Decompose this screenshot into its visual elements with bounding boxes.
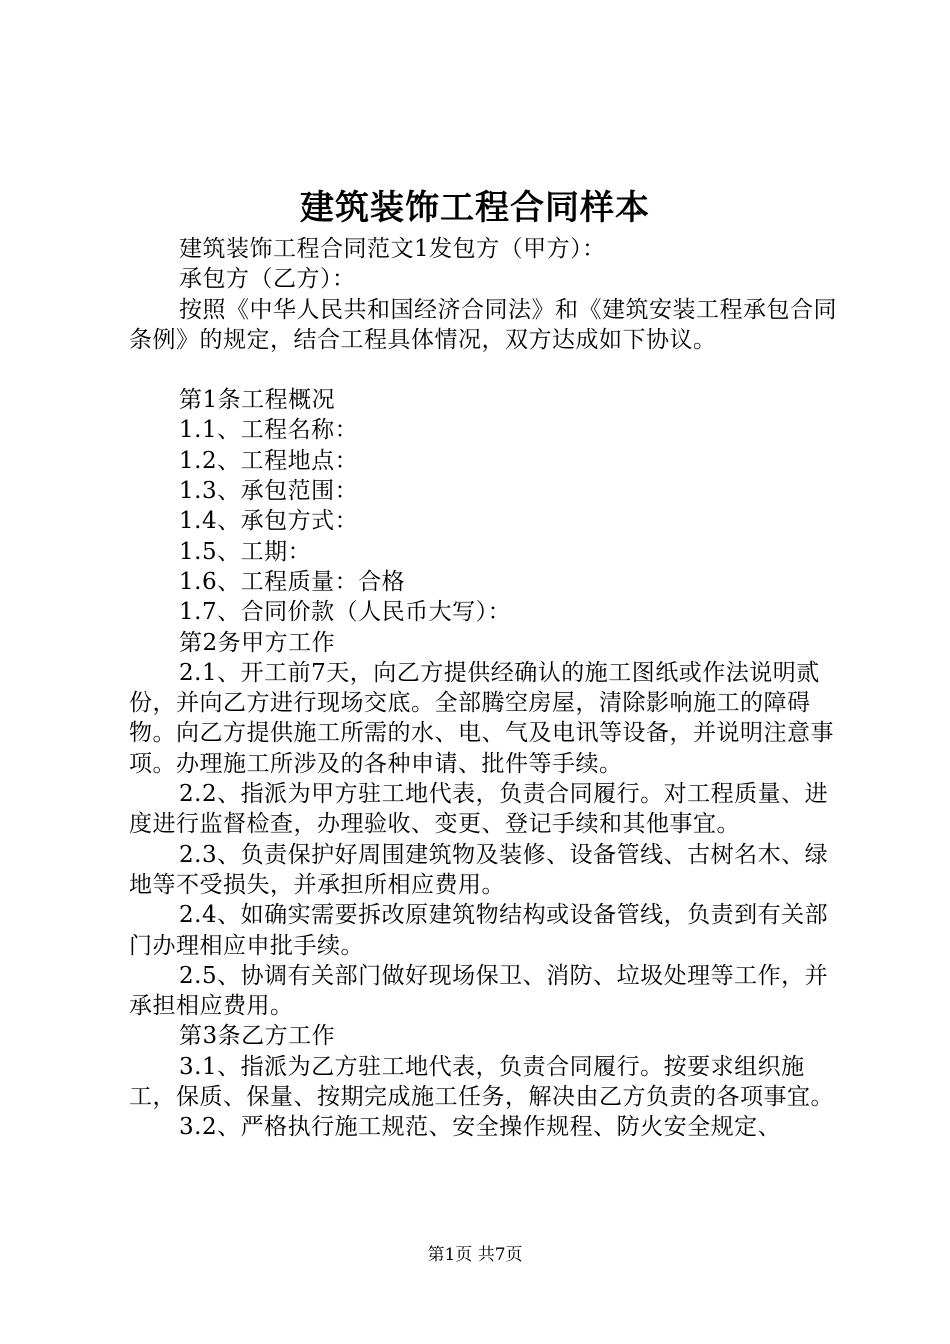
paragraph: 承包方（乙方）：	[179, 266, 356, 293]
paragraph: 2.1、开工前7天，向乙方提供经确认的施工图纸或作法说明贰份，并向乙方进行现场交底。全部腾空房屋，清除影响施工的障碍物。向乙方提供施工所需的水、电、气及电讯等设备，并说明注意事项。办理施工所涉及的各种申请、批件等手续。	[129, 659, 834, 777]
paragraph: 1.1、工程名称：	[179, 417, 359, 444]
paragraph: 2.2、指派为甲方驻工地代表，负责合同履行。对工程质量、进度进行监督检查，办理验收、变更、登记手续和其他事宜。	[129, 781, 829, 838]
paragraph: 2.5、协调有关部门做好现场保卫、消防、垃圾处理等工作，并承担相应费用。	[129, 962, 829, 1020]
paragraph: 3.2、严格执行施工规范、安全操作规程、防火安全规定、	[179, 1114, 782, 1141]
section-heading: 第3条乙方工作	[179, 1023, 336, 1050]
paragraph: 1.7、合同价款（人民币大写）：	[179, 599, 512, 626]
paragraph-gap	[129, 355, 841, 385]
paragraph: 1.6、工程质量：合格	[179, 568, 406, 595]
paragraph: 1.5、工期：	[179, 538, 312, 565]
section-heading: 第2务甲方工作	[179, 629, 336, 656]
document-body	[129, 234, 841, 1143]
paragraph: 3.1、指派为乙方驻工地代表，负责合同履行。按要求组织施工，保质、保量、按期完成施工任务，解决由乙方负责的各项事宜。	[129, 1053, 834, 1111]
paragraph: 2.4、如确实需要拆改原建筑物结构或设备管线，负责到有关部门办理相应申批手续。	[129, 902, 829, 959]
paragraph: 1.4、承包方式：	[179, 508, 359, 535]
document-title: 建筑装饰工程合同样本	[300, 188, 650, 228]
paragraph: 按照《中华人民共和国经济合同法》和《建筑安装工程承包合同条例》的规定，结合工程具体情况，双方达成如下协议。	[129, 296, 837, 353]
paragraph: 建筑装饰工程合同范文1发包方（甲方）：	[179, 236, 606, 262]
page-footer: 第1页 共7页	[427, 1245, 523, 1265]
section-heading: 第1条工程概况	[179, 387, 336, 414]
paragraph: 2.3、负责保护好周围建筑物及装修、设备管线、古树名木、绿地等不受损失，并承担所相应费用。	[129, 841, 829, 898]
paragraph: 1.3、承包范围：	[179, 478, 359, 505]
paragraph: 1.2、工程地点：	[179, 447, 359, 474]
